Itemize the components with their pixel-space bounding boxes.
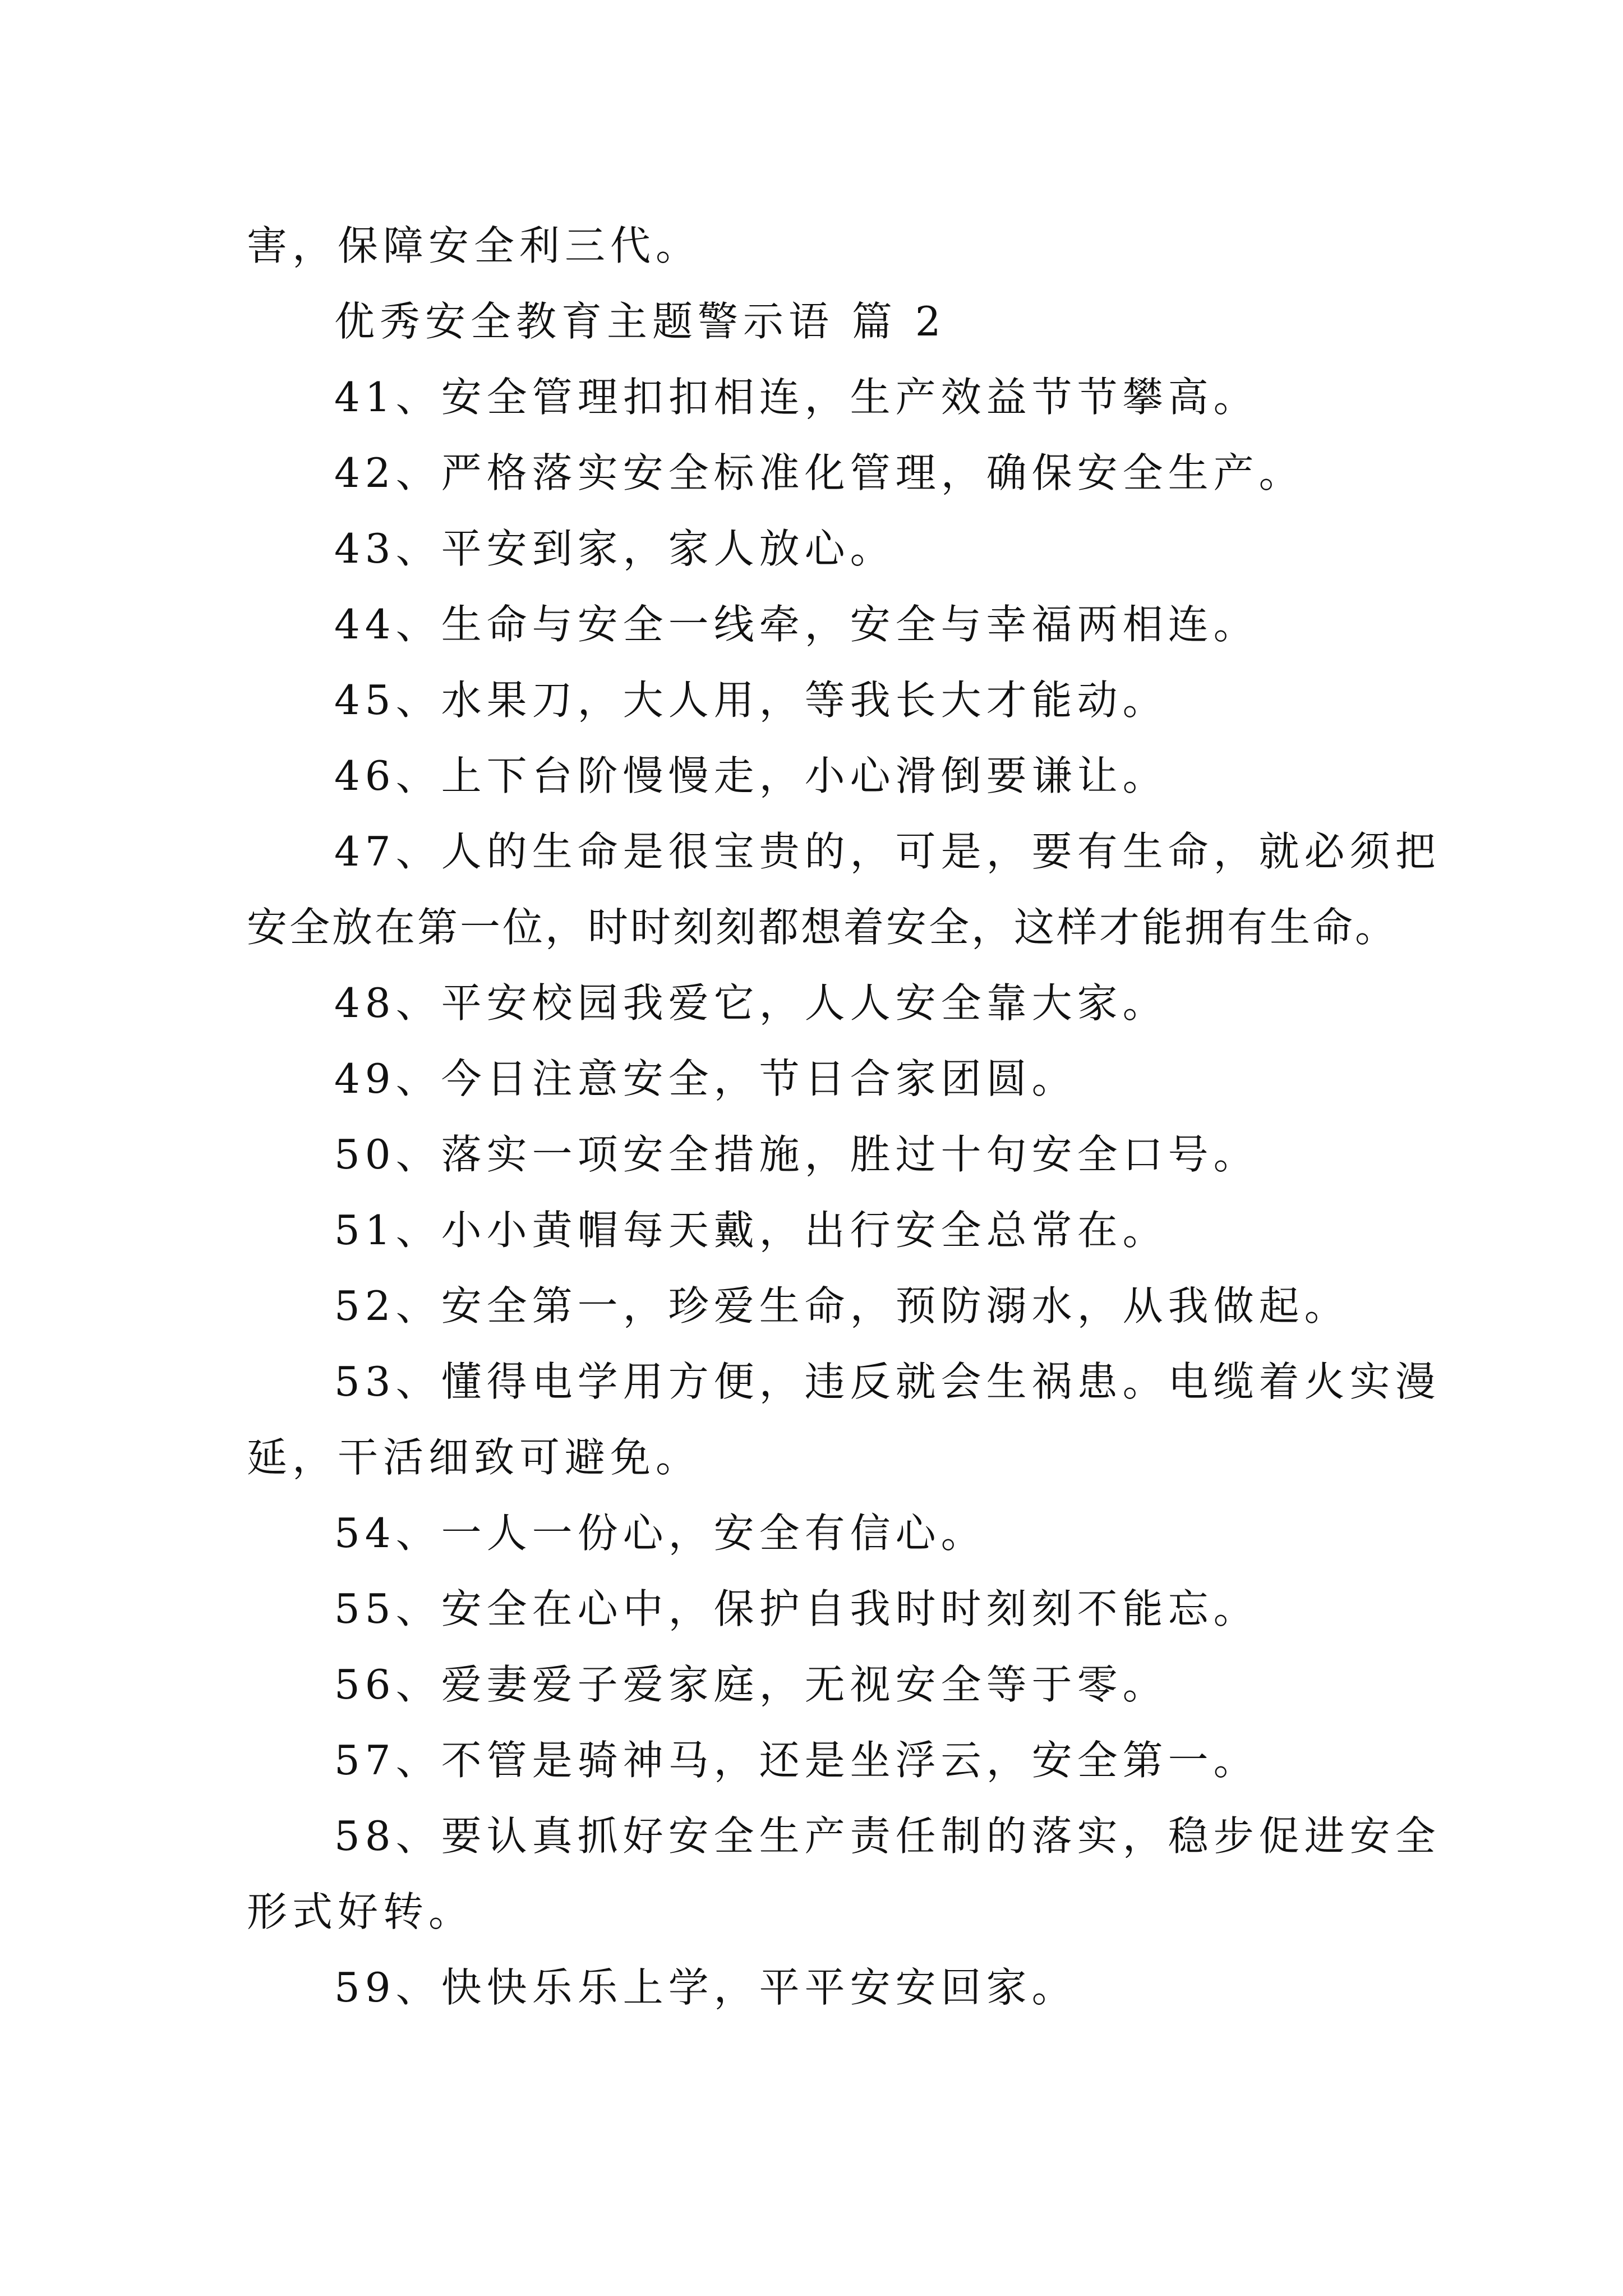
list-item-45: 45、水果刀，大人用，等我长大才能动。 (334, 677, 1168, 724)
list-item-54: 54、一人一份心，安全有信心。 (334, 1510, 986, 1557)
list-item-53-continuation: 延，干活细致可避免。 (247, 1434, 702, 1481)
list-item-59: 59、快快乐乐上学，平平安安回家。 (334, 1964, 1077, 2011)
list-item-42: 42、严格落实安全标准化管理，确保安全生产。 (334, 449, 1304, 496)
list-item-47: 47、人的生命是很宝贵的，可是，要有生命，就必须把 (334, 828, 1441, 875)
list-item-48: 48、平安校园我爱它，人人安全靠大家。 (334, 979, 1168, 1027)
list-item-43: 43、平安到家，家人放心。 (334, 525, 896, 572)
list-item-50: 50、落实一项安全措施，胜过十句安全口号。 (334, 1131, 1259, 1178)
text-line-continuation: 害，保障安全利三代。 (247, 222, 702, 269)
list-item-44: 44、生命与安全一线牵，安全与幸福两相连。 (334, 601, 1259, 648)
list-item-58-continuation: 形式好转。 (247, 1888, 474, 1935)
list-item-47-continuation: 安全放在第一位，时时刻刻都想着安全，这样才能拥有生命。 (247, 904, 1398, 951)
list-item-58: 58、要认真抓好安全生产责任制的落实，稳步促进安全 (334, 1812, 1441, 1860)
list-item-53: 53、懂得电学用方便，违反就会生祸患。电缆着火实漫 (334, 1358, 1441, 1405)
list-item-51: 51、小小黄帽每天戴，出行安全总常在。 (334, 1207, 1168, 1254)
list-item-46: 46、上下台阶慢慢走，小心滑倒要谦让。 (334, 752, 1168, 799)
list-item-41: 41、安全管理扣扣相连，生产效益节节攀高。 (334, 374, 1259, 421)
list-item-49: 49、今日注意安全，节日合家团圆。 (334, 1055, 1077, 1102)
list-item-56: 56、爱妻爱子爱家庭，无视安全等于零。 (334, 1661, 1168, 1708)
list-item-55: 55、安全在心中，保护自我时时刻刻不能忘。 (334, 1585, 1259, 1632)
list-item-52: 52、安全第一，珍爱生命，预防溺水，从我做起。 (334, 1282, 1350, 1329)
section-heading: 优秀安全教育主题警示语 篇 2 (334, 298, 946, 345)
list-item-57: 57、不管是骑神马，还是坐浮云，安全第一。 (334, 1737, 1259, 1784)
